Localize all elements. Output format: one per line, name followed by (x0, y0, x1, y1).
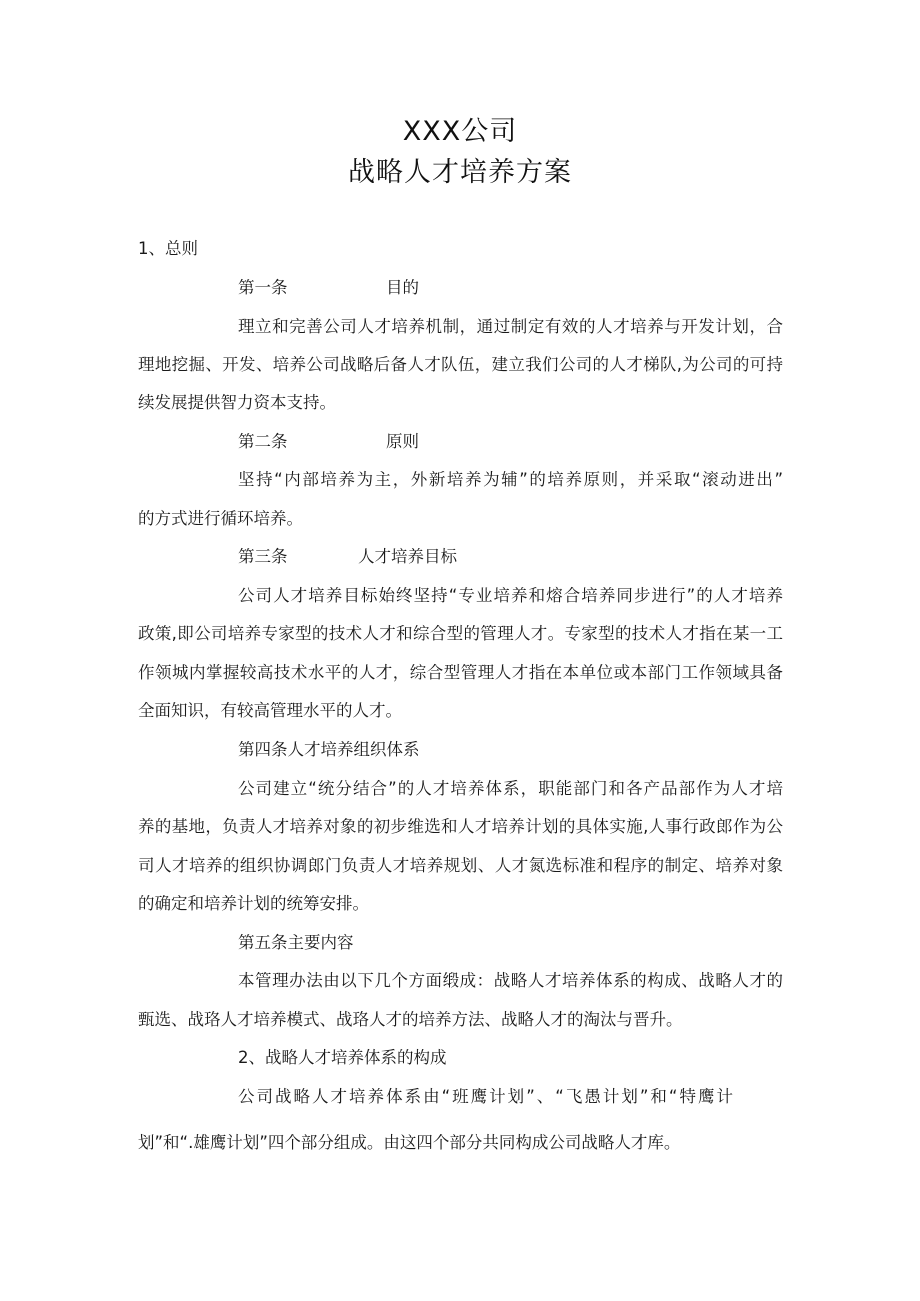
paragraph-line: 养的基地，负责人才培养对象的初步维选和人才培养计划的具体实施,人事行政郎作为公 (138, 817, 783, 836)
paragraph-line: 坚持“内部培养为主，外新培养为辅”的培养原则，并采取“滚动进出” (238, 470, 783, 489)
article-label-3: 第三条 (238, 547, 288, 566)
paragraph-line: 理地挖掘、开发、培养公司战略后备人才队伍，建立我们公司的人才梯队,为公司的可持 (138, 355, 783, 374)
article-label-5: 第五条主要内容 (238, 933, 354, 952)
paragraph-line: 公司战略人才培养体系由“班鹰计划”、“飞愚计划”和“特鹰计 (238, 1087, 733, 1106)
paragraph-line: 的确定和培养计划的统筹安排。 (138, 894, 369, 913)
paragraph-line: 本管理办法由以下几个方面缎成：战略人才培养体系的构成、战略人才的 (238, 971, 783, 990)
paragraph-line: 续发展提供智力资本支持。 (138, 393, 336, 412)
article-label-1: 第一条 (238, 278, 288, 297)
paragraph-line: 的方式进行循环培养。 (138, 509, 303, 528)
paragraph-line: 公司人才培养目标始终坚持“专业培养和熔合培养同步进行”的人才培养 (238, 586, 783, 605)
paragraph-line: 全面知识，有较高管理水平的人才。 (138, 701, 402, 720)
paragraph-line: 公司建立“统分结合”的人才培养体系，职能部门和各产品部作为人才培 (238, 779, 783, 798)
paragraph-line: 政策,即公司培养专家型的技术人才和综合型的管理人才。专家型的技术人才指在某一工 (138, 624, 783, 643)
paragraph-line: 司人才培养的组织协调郎门负责人才培养规划、人才氮选标准和程序的制定、培养对象 (138, 856, 783, 875)
paragraph-line: 甄选、战珞人才培养模式、战珞人才的培养方法、战略人才的淘汰与晋升。 (138, 1010, 683, 1029)
article-subtitle-2: 原则 (386, 432, 419, 451)
article-label-2: 第二条 (238, 432, 288, 451)
document-title: 战略人才培养方案 (348, 157, 572, 188)
paragraph-line: 划”和“.雄鹰计划”四个部分组成。由这四个部分共同构成公司战略人才库。 (138, 1133, 681, 1152)
article-subtitle-3: 人才培养目标 (358, 547, 457, 566)
article-subtitle-1: 目的 (386, 278, 419, 297)
company-name: XXX公司 (402, 116, 518, 147)
section-heading-general: 1、总则 (138, 239, 198, 258)
paragraph-line: 理立和完善公司人才培养机制，通过制定有效的人才培养与开发计划，合 (238, 317, 783, 336)
paragraph-line: 作领城内掌握较高技术水平的人才，综合型管理人才指在本单位或本部门工作领域具备 (138, 663, 783, 682)
section-heading-structure: 2、战略人才培养体系的构成 (238, 1048, 447, 1067)
article-label-4: 第四条人才培养组织体系 (238, 740, 420, 759)
